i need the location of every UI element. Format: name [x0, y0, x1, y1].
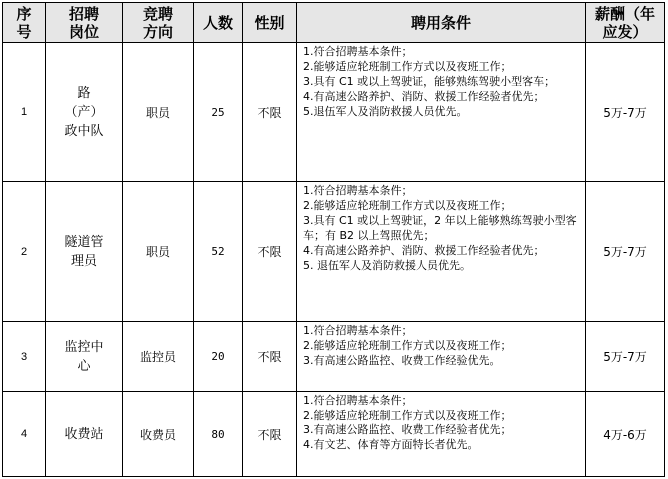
table-row: [3, 322, 665, 392]
cell-count: 52: [194, 182, 243, 322]
condition-line: 1.符合招聘基本条件；: [303, 394, 413, 407]
condition-line: 2.能够适应轮班制工作方式以及夜班工作；: [303, 198, 512, 212]
table-row: [3, 43, 665, 182]
condition-line: 1.符合招聘基本条件；: [303, 184, 413, 197]
condition-line: 4.有高速公路养护、消防、救援工作经验者优先；: [303, 243, 545, 257]
cell-seq: 3: [3, 322, 46, 392]
table-row: [3, 392, 665, 477]
header-position: 招聘岗位: [46, 3, 123, 43]
cell-salary: 5万-7万: [586, 322, 665, 392]
cell-conditions: [297, 322, 586, 392]
cell-count: 20: [194, 322, 243, 392]
cell-position: 监控中心: [46, 322, 123, 392]
cell-seq: 1: [3, 43, 46, 182]
cell-gender: 不限: [243, 43, 297, 182]
cell-salary: 5万-7万: [586, 43, 665, 182]
condition-line: 5. 退伍军人及消防救援人员优先。: [303, 258, 471, 272]
cell-position: 隧道管理员: [46, 182, 123, 322]
condition-line: 3.具有 C1 或以上驾驶证，2 年以上能够熟练驾驶小型客车；有 B2 以上驾照优先；: [303, 213, 577, 242]
header-count: 人数: [194, 3, 243, 43]
cell-seq: 2: [3, 182, 46, 322]
condition-line: 1.符合招聘基本条件；: [303, 45, 413, 58]
header-seq: 序号: [3, 3, 46, 43]
condition-line: 3.具有 C1 或以上驾驶证，能够熟练驾驶小型客车；: [303, 74, 556, 88]
cell-position: 收费站: [46, 392, 123, 477]
cell-conditions: [297, 43, 586, 182]
condition-line: 3.有高速公路监控、收费工作经验优先。: [303, 353, 501, 367]
condition-line: 4.有高速公路养护、消防、救援工作经验者优先；: [303, 89, 545, 103]
cell-direction: 收费员: [123, 392, 194, 477]
cell-direction: 职员: [123, 43, 194, 182]
condition-line: 2.能够适应轮班制工作方式以及夜班工作；: [303, 408, 512, 422]
condition-line: 2.能够适应轮班制工作方式以及夜班工作；: [303, 338, 512, 352]
cell-gender: 不限: [243, 322, 297, 392]
cell-count: 25: [194, 43, 243, 182]
recruitment-table: [2, 2, 665, 477]
cell-position: 路（产）政中队: [46, 43, 123, 182]
header-conditions: 聘用条件: [297, 3, 586, 43]
cell-salary: 5万-7万: [586, 182, 665, 322]
condition-line: 3.有高速公路监控、收费工作经验者优先；: [303, 423, 512, 437]
cell-direction: 监控员: [123, 322, 194, 392]
condition-line: 1.符合招聘基本条件；: [303, 324, 413, 337]
cell-seq: 4: [3, 392, 46, 477]
header-salary: 薪酬（年应发）: [586, 3, 665, 43]
cell-gender: 不限: [243, 182, 297, 322]
header-row: [3, 3, 665, 43]
cell-conditions: [297, 392, 586, 477]
cell-conditions: [297, 182, 586, 322]
table-row: [3, 182, 665, 322]
header-gender: 性别: [243, 3, 297, 43]
condition-line: 5.退伍军人及消防救援人员优先。: [303, 104, 468, 118]
condition-line: 2.能够适应轮班制工作方式以及夜班工作；: [303, 59, 512, 73]
cell-count: 80: [194, 392, 243, 477]
cell-gender: 不限: [243, 392, 297, 477]
cell-direction: 职员: [123, 182, 194, 322]
condition-line: 4.有文艺、体育等方面特长者优先。: [303, 437, 479, 451]
cell-salary: 4万-6万: [586, 392, 665, 477]
header-direction: 竞聘方向: [123, 3, 194, 43]
